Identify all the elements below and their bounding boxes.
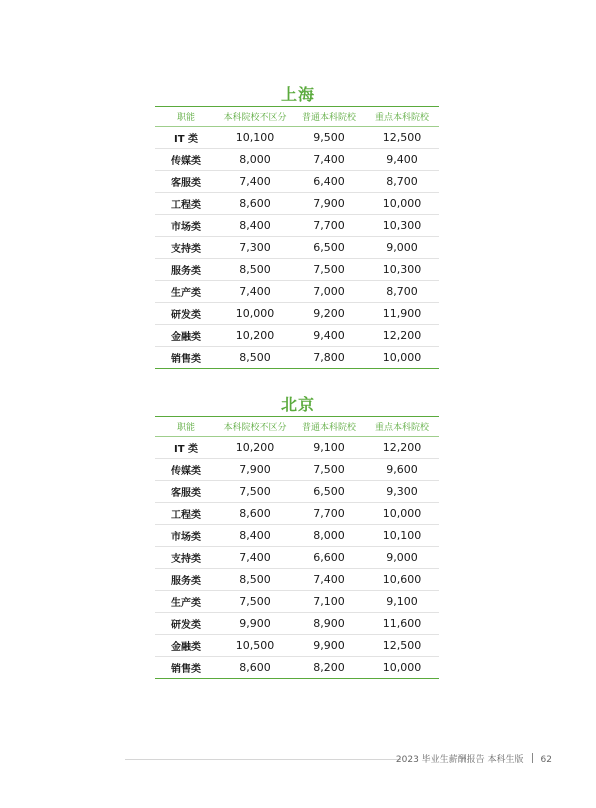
cell-key-universities: 9,300 — [365, 481, 439, 503]
cell-regular-universities: 6,400 — [293, 171, 365, 193]
cell-key-universities: 12,500 — [365, 127, 439, 149]
table-row — [155, 437, 439, 459]
cell-key-universities: 12,500 — [365, 635, 439, 657]
cell-key-universities: 9,000 — [365, 237, 439, 259]
column-header-job: 职能 — [155, 107, 217, 127]
section-title-shanghai: 上海 — [280, 85, 315, 104]
cell-key-universities: 12,200 — [365, 325, 439, 347]
cell-all-universities: 10,000 — [217, 303, 293, 325]
section-title-beijing: 北京 — [280, 395, 315, 414]
cell-regular-universities: 6,500 — [293, 481, 365, 503]
table-row — [155, 325, 439, 347]
table-row — [155, 303, 439, 325]
cell-all-universities: 7,400 — [217, 547, 293, 569]
cell-job: 金融类 — [155, 635, 217, 657]
cell-regular-universities: 8,900 — [293, 613, 365, 635]
cell-all-universities: 9,900 — [217, 613, 293, 635]
salary-table-beijing — [155, 416, 439, 679]
cell-job: 客服类 — [155, 171, 217, 193]
page-number: 62 — [540, 755, 552, 765]
cell-key-universities: 9,000 — [365, 547, 439, 569]
column-header-key-universities: 重点本科院校 — [365, 107, 439, 127]
cell-key-universities: 10,000 — [365, 657, 439, 679]
table-row — [155, 459, 439, 481]
table-header-row — [155, 107, 439, 127]
cell-regular-universities: 9,500 — [293, 127, 365, 149]
cell-all-universities: 7,500 — [217, 591, 293, 613]
cell-job: 支持类 — [155, 237, 217, 259]
cell-regular-universities: 8,200 — [293, 657, 365, 679]
cell-key-universities: 10,600 — [365, 569, 439, 591]
cell-regular-universities: 8,000 — [293, 525, 365, 547]
table-header-row — [155, 417, 439, 437]
cell-job: 服务类 — [155, 569, 217, 591]
table-row — [155, 503, 439, 525]
cell-all-universities: 8,500 — [217, 347, 293, 369]
cell-all-universities: 8,500 — [217, 569, 293, 591]
cell-all-universities: 8,500 — [217, 259, 293, 281]
table-row — [155, 613, 439, 635]
cell-all-universities: 8,400 — [217, 215, 293, 237]
cell-regular-universities: 6,500 — [293, 237, 365, 259]
cell-job: 支持类 — [155, 547, 217, 569]
cell-key-universities: 9,400 — [365, 149, 439, 171]
cell-job: 销售类 — [155, 657, 217, 679]
cell-all-universities: 8,400 — [217, 525, 293, 547]
cell-job: IT 类 — [155, 127, 217, 149]
cell-job: 生产类 — [155, 591, 217, 613]
cell-key-universities: 10,000 — [365, 503, 439, 525]
cell-regular-universities: 9,400 — [293, 325, 365, 347]
cell-all-universities: 10,200 — [217, 437, 293, 459]
cell-all-universities: 8,600 — [217, 657, 293, 679]
cell-job: 研发类 — [155, 613, 217, 635]
cell-key-universities: 11,900 — [365, 303, 439, 325]
cell-regular-universities: 7,900 — [293, 193, 365, 215]
page-footer — [396, 752, 552, 765]
cell-job: 生产类 — [155, 281, 217, 303]
cell-key-universities: 10,000 — [365, 347, 439, 369]
cell-regular-universities: 7,100 — [293, 591, 365, 613]
cell-key-universities: 11,600 — [365, 613, 439, 635]
cell-key-universities: 9,600 — [365, 459, 439, 481]
cell-job: 销售类 — [155, 347, 217, 369]
cell-job: 传媒类 — [155, 459, 217, 481]
cell-regular-universities: 7,500 — [293, 259, 365, 281]
cell-job: 传媒类 — [155, 149, 217, 171]
cell-key-universities: 12,200 — [365, 437, 439, 459]
cell-key-universities: 8,700 — [365, 281, 439, 303]
cell-all-universities: 10,200 — [217, 325, 293, 347]
cell-all-universities: 8,600 — [217, 193, 293, 215]
table-row — [155, 127, 439, 149]
cell-regular-universities: 7,500 — [293, 459, 365, 481]
table-row — [155, 591, 439, 613]
table-row — [155, 149, 439, 171]
column-header-regular-universities: 普通本科院校 — [293, 107, 365, 127]
cell-regular-universities: 7,400 — [293, 569, 365, 591]
footer-separator — [532, 753, 533, 763]
column-header-all-universities: 本科院校不区分 — [217, 107, 293, 127]
cell-regular-universities: 9,900 — [293, 635, 365, 657]
cell-all-universities: 8,000 — [217, 149, 293, 171]
cell-job: IT 类 — [155, 437, 217, 459]
cell-regular-universities: 7,800 — [293, 347, 365, 369]
cell-all-universities: 7,300 — [217, 237, 293, 259]
table-row — [155, 635, 439, 657]
table-row — [155, 259, 439, 281]
cell-key-universities: 10,300 — [365, 215, 439, 237]
table-row — [155, 347, 439, 369]
table-row — [155, 215, 439, 237]
table-row — [155, 281, 439, 303]
cell-regular-universities: 6,600 — [293, 547, 365, 569]
cell-all-universities: 7,900 — [217, 459, 293, 481]
cell-key-universities: 10,100 — [365, 525, 439, 547]
column-header-all-universities: 本科院校不区分 — [217, 417, 293, 437]
cell-all-universities: 7,400 — [217, 281, 293, 303]
table-row — [155, 569, 439, 591]
cell-regular-universities: 7,700 — [293, 215, 365, 237]
column-header-key-universities: 重点本科院校 — [365, 417, 439, 437]
cell-regular-universities: 7,400 — [293, 149, 365, 171]
footer-divider — [125, 759, 401, 760]
column-header-regular-universities: 普通本科院校 — [293, 417, 365, 437]
table-row — [155, 193, 439, 215]
table-row — [155, 525, 439, 547]
cell-job: 工程类 — [155, 193, 217, 215]
cell-all-universities: 7,400 — [217, 171, 293, 193]
cell-all-universities: 10,500 — [217, 635, 293, 657]
cell-regular-universities: 9,200 — [293, 303, 365, 325]
salary-table-shanghai — [155, 106, 439, 369]
table-row — [155, 547, 439, 569]
cell-key-universities: 10,000 — [365, 193, 439, 215]
cell-key-universities: 10,300 — [365, 259, 439, 281]
cell-job: 研发类 — [155, 303, 217, 325]
cell-key-universities: 9,100 — [365, 591, 439, 613]
cell-job: 客服类 — [155, 481, 217, 503]
cell-job: 市场类 — [155, 215, 217, 237]
table-row — [155, 171, 439, 193]
footer-report-title: 2023 毕业生薪酬报告 本科生版 — [395, 755, 524, 765]
table-row — [155, 657, 439, 679]
cell-job: 服务类 — [155, 259, 217, 281]
table-row — [155, 481, 439, 503]
cell-job: 金融类 — [155, 325, 217, 347]
cell-job: 市场类 — [155, 525, 217, 547]
table-row — [155, 237, 439, 259]
cell-all-universities: 7,500 — [217, 481, 293, 503]
cell-key-universities: 8,700 — [365, 171, 439, 193]
cell-regular-universities: 9,100 — [293, 437, 365, 459]
column-header-job: 职能 — [155, 417, 217, 437]
cell-all-universities: 10,100 — [217, 127, 293, 149]
cell-regular-universities: 7,700 — [293, 503, 365, 525]
cell-job: 工程类 — [155, 503, 217, 525]
cell-regular-universities: 7,000 — [293, 281, 365, 303]
cell-all-universities: 8,600 — [217, 503, 293, 525]
